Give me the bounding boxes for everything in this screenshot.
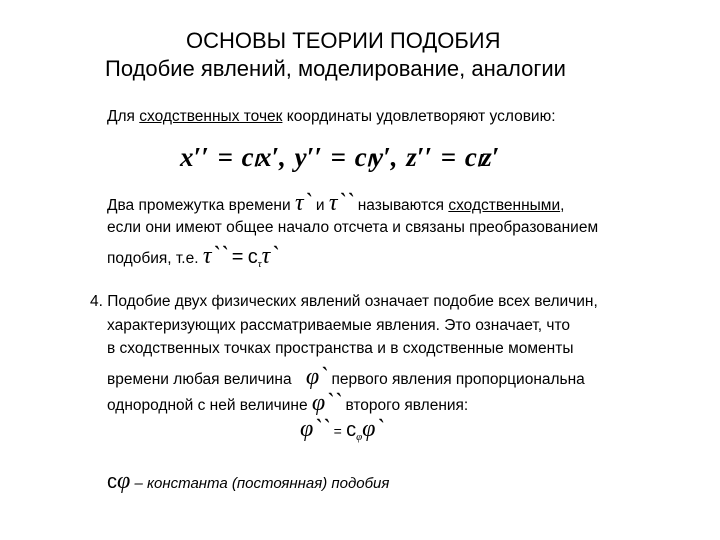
page-title: ОСНОВЫ ТЕОРИИ ПОДОБИЯ [186, 28, 501, 53]
para2-text-c: подобия, т.е. [107, 250, 199, 267]
phi-eq-c: c [346, 419, 357, 441]
para2-line3 [107, 243, 278, 270]
item4-line5 [107, 390, 468, 417]
phi-eq-lhs: φ`` [300, 416, 330, 442]
item4-line4 [107, 364, 585, 391]
para1-lead: Для [107, 108, 140, 125]
phi-prime: φ` [305, 364, 328, 390]
tau-eq-rhs: τ` [261, 243, 279, 269]
page-subtitle: Подобие явлений, моделирование, аналогии [105, 56, 566, 81]
tau-eq-sub: τ [257, 258, 262, 270]
tau-eq-sign: = [231, 246, 244, 268]
item4-text-a: времени любая величина [107, 371, 292, 388]
para1-rest: координаты удовлетворяют условию: [282, 108, 556, 125]
phi-double-prime: φ`` [311, 390, 342, 416]
item4-line3: в сходственных точках пространства и в сходственные моменты [107, 340, 574, 357]
tau-eq-c: c [247, 246, 258, 268]
para2-comma: , [560, 197, 565, 214]
coordinate-similarity-formula: x′′ = cₗx′, y′′ = cₗy′, z′′ = cₗz′ [180, 142, 500, 172]
footnote-text: – константа (постоянная) подобия [130, 475, 390, 492]
tau-prime: τ` [294, 190, 312, 216]
phi-eq-rhs: φ` [362, 416, 384, 442]
tau-double-prime: τ`` [328, 190, 354, 216]
phi-eq-sub: φ [356, 431, 363, 443]
footnote-c: c [107, 471, 117, 493]
paragraph-similar-points [107, 108, 556, 126]
para2-and: и [315, 197, 325, 214]
item4-line2: характеризующих рассматриваемые явления. Это означает, что [107, 317, 571, 334]
phi-similarity-formula [300, 416, 383, 443]
item4-text-b: первого явления пропорциональна [331, 371, 585, 388]
similar-term: сходственными [448, 197, 561, 214]
tau-eq-lhs: τ`` [202, 243, 228, 269]
footnote-similarity-constant [107, 468, 389, 495]
para2-line1 [107, 190, 564, 217]
item4-text-c: однородной с ней величине [107, 397, 308, 414]
similar-points-term: сходственных точек [139, 108, 283, 125]
item4-line1: 4. Подобие двух физических явлений означает подобие всех величин, [90, 293, 598, 310]
item4-text-d: второго явления: [345, 397, 469, 414]
para2-line2: если они имеют общее начало отсчета и связаны преобразованием [107, 219, 599, 236]
para2-text-a: Два промежутка времени [107, 197, 291, 214]
para2-text-b: называются [357, 197, 445, 214]
phi-eq-sign: = [333, 423, 342, 439]
footnote-phi: φ [117, 468, 131, 494]
